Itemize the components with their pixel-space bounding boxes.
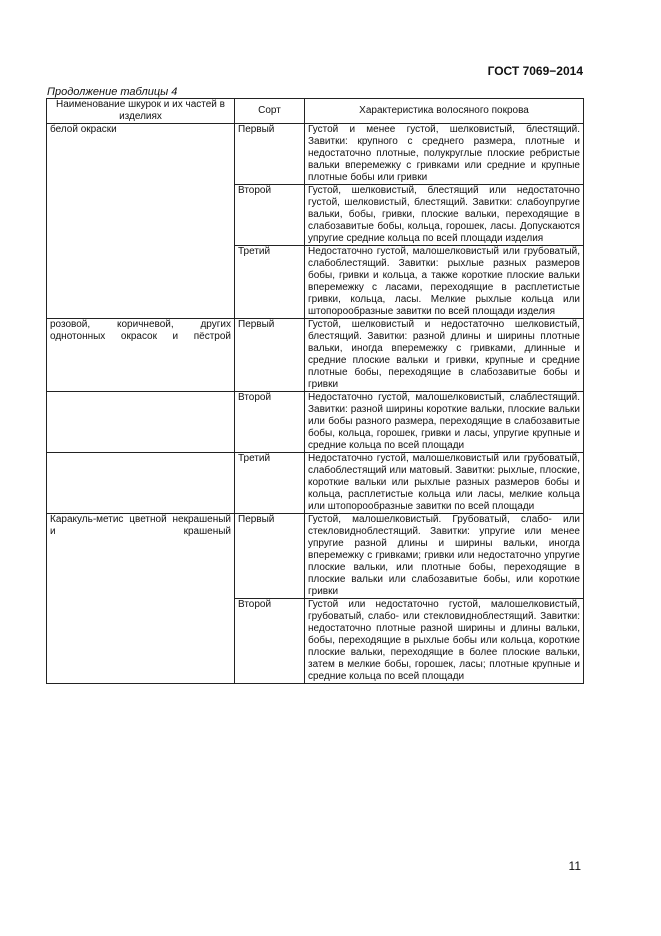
skin-name-cell: белой окраски [47, 124, 235, 319]
grade-cell: Второй [235, 185, 305, 246]
grade-cell: Третий [235, 246, 305, 319]
description-cell: Густой или недостаточно густой, малошелковистый, грубоватый, слабо- или стекловидноблестящий. Завитки: недостаточно плотные разной ширины и длины вальки, бобы, переходящие в рыхлые бобы или кольца, короткие плоские вальки, переходящие в более плоские вальки, затем в мелкие бобы, горошек, ласы; плотные крупные и средние кольца по всей площади [305, 599, 584, 684]
table-row [47, 124, 584, 185]
table-row [47, 319, 584, 392]
description-cell: Густой, малошелковистый. Грубоватый, слабо- или стекловиднoблестящий. Завитки: упругие или менее упругие разной длины и ширины вальки, иногда вперемежку с гривками; гривки или недостаточно упругие плоские вальки, или плотные бобы, переходящие в плоские вальки или слабозавитые бобы, или короткие гривки [305, 514, 584, 599]
table-header-row [47, 99, 584, 124]
skin-name-cell: Каракуль-метис цветной некрашеный и крашеный [47, 514, 235, 684]
skin-name-cell: розовой, коричневой, других однотонных окрасок и пёстрой [47, 319, 235, 392]
description-cell: Густой и менее густой, шелковистый, блестящий. Завитки: крупного с среднего размера, плотные и недостаточно плотные, полукруглые плоские ребристые вальки вперемежку с гривками или средние и крупные плотные бобы или гривки [305, 124, 584, 185]
description-cell: Недостаточно густой, малошелковистый или грубоватый, слабоблестящий или матовый. Завитки: рыхлые, плоские, короткие вальки или рыхлые разных размеров бобы и кольца, расплетистые кольца или ласы, мелкие кольца или штопорообразные завитки по всей площади [305, 453, 584, 514]
column-header-name: Наименование шкурок и их частей в изделиях [47, 99, 235, 124]
standard-number: ГОСТ 7069−2014 [487, 64, 583, 78]
grade-cell: Второй [235, 392, 305, 453]
table-caption: Продолжение таблицы 4 [47, 86, 178, 98]
skin-name-cell [47, 453, 235, 514]
grade-cell: Первый [235, 514, 305, 599]
description-cell: Недостаточно густой, малошелковистый, слаблестящий. Завитки: разной ширины короткие вальки, плоские вальки или бобы разного размера, переходящие в слабозавитые бобы, кольца, горошек, гривки и ласы, упругие крупные и средние кольца по всей площади [305, 392, 584, 453]
column-header-description: Характеристика волосяного покрова [305, 99, 584, 124]
table-row [47, 453, 584, 514]
table-row [47, 514, 584, 599]
description-cell: Недостаточно густой, малошелковистый или грубоватый, слабоблестящий. Завитки: рыхлые разных размеров бобы, гривки и кольца, а также короткие плоские вальки вперемежку с ласами, переходящие в расплетистые гривки, кольца, ласы. Мелкие рыхлые кольца или штопорообразные завитки по всей площади изделия [305, 246, 584, 319]
table-row [47, 392, 584, 453]
page-number: 11 [568, 859, 581, 873]
characteristics-table [46, 98, 584, 684]
grade-cell: Третий [235, 453, 305, 514]
description-cell: Густой, шелковистый и недостаточно шелковистый, блестящий. Завитки: разной длины и ширины плотные вальки, иногда вперемежку с гривками, длинные и средние плоские вальки и гривки, крупные и средние плотные бобы, переходящие в слабозавитые бобы и гривки [305, 319, 584, 392]
grade-cell: Первый [235, 124, 305, 185]
grade-cell: Второй [235, 599, 305, 684]
column-header-grade: Сорт [235, 99, 305, 124]
description-cell: Густой, шелковистый, блестящий или недостаточно густой, шелковистый, блестящий. Завитки: слабоупругие вальки, бобы, гривки, плоские вальки, переходящие в слабозавитые бобы, кольца, горошек, ласы. Допускаются упругие средние кольца по всей площади изделия [305, 185, 584, 246]
grade-cell: Первый [235, 319, 305, 392]
skin-name-cell [47, 392, 235, 453]
